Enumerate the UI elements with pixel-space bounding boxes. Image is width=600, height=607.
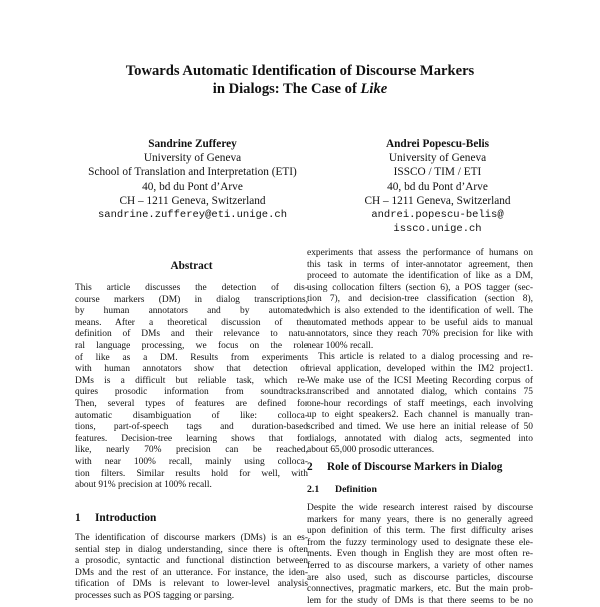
body-line: about 65,000 prosodic utterances. xyxy=(307,445,435,456)
section-1-heading xyxy=(75,512,156,524)
body-line: proceed to automate the identification of like as a DM, xyxy=(307,271,533,282)
body-line: upon definition of this term. The first difficulty arises xyxy=(307,526,533,537)
author-city: CH – 1211 Geneva, Switzerland xyxy=(119,194,266,207)
abstract-line: definition of DMs and their relevance to natu- xyxy=(75,329,308,340)
abstract-line: like, nearly 70% precision can be reached, xyxy=(75,445,308,456)
body-line: near 100% recall. xyxy=(307,340,374,351)
author-name: Andrei Popescu-Belis xyxy=(385,138,490,150)
body-line: are also used, such as discourse particles, discourse xyxy=(307,572,533,583)
body-line: lem for the study of DMs is that there seems to be no xyxy=(307,595,533,606)
author-name: Sandrine Zufferey xyxy=(148,138,237,150)
body-line: up to eight speakers2. Each channel is manually tran- xyxy=(307,410,533,421)
author-block-1 xyxy=(70,137,315,222)
abstract-line: of like as a DM. Results from experiments xyxy=(75,352,308,363)
abstract-line: quires prosodic information from soundtracks. xyxy=(75,387,308,398)
body-line: experiments that assess the performance of humans on xyxy=(307,248,533,258)
abstract-line: tions, part-of-speech tags and duration-based xyxy=(75,422,308,433)
author-street: 40, bd du Pont d’Arve xyxy=(142,180,243,193)
abstract-line: by human annotators and by automated xyxy=(75,306,308,317)
body-line: We make use of the ICSI Meeting Recording corpus of xyxy=(307,375,533,386)
author-affiliation: University of Geneva xyxy=(388,152,487,165)
author-department: ISSCO / TIM / ETI xyxy=(393,166,482,179)
section-number: 1 xyxy=(75,512,81,524)
abstract-line: with human annotators show that detection of xyxy=(75,364,308,375)
author-email-cont: issco.unige.ch xyxy=(393,223,482,236)
author-street: 40, bd du Pont d’Arve xyxy=(387,180,488,193)
body-line: tification of DMs is relevant to lower-level analysis xyxy=(75,579,308,590)
body-line: tion 7), and decision-tree classification (section 8), xyxy=(307,294,533,305)
body-line: sential step in dialog understanding, since there is often xyxy=(75,544,308,555)
intro-continued xyxy=(307,248,533,457)
body-line: transcribed and annotated dialog, which contains 75 xyxy=(307,387,533,398)
subsection-2-1-heading xyxy=(307,484,377,495)
subsection-title: Definition xyxy=(335,484,377,495)
section-title: Introduction xyxy=(95,512,157,524)
body-line: This article is related to a dialog processing and re- xyxy=(318,352,533,363)
author-email: sandrine.zufferey@eti.unige.ch xyxy=(97,209,288,222)
title-line-1: Towards Automatic Identification of Discourse Markers xyxy=(125,63,475,79)
body-line: DMs and the rest of an utterance. For instance, the iden- xyxy=(75,567,308,578)
abstract-line: with near 100% recall, mainly using colloca- xyxy=(75,456,308,467)
body-line: which is also extended to the identification of well. The xyxy=(307,305,533,316)
title-line-2-emph: Like xyxy=(360,81,388,97)
abstract-heading: Abstract xyxy=(170,260,213,272)
section-number: 2 xyxy=(307,461,313,473)
body-line: annotators, since they reach 70% precision for like with xyxy=(307,329,533,340)
author-city: CH – 1211 Geneva, Switzerland xyxy=(364,194,511,207)
body-line: connectives, pragmatic markers, etc. But the main prob- xyxy=(307,584,533,595)
body-line: scribed and timed. We use here an initial release of 50 xyxy=(307,421,533,432)
section-title: Role of Discourse Markers in Dialog xyxy=(327,461,503,473)
paper-title xyxy=(0,62,600,98)
subsection-number: 2.1 xyxy=(307,484,320,495)
title-line-2 xyxy=(0,80,600,98)
author-email: andrei.popescu-belis@ xyxy=(371,209,504,222)
abstract-line: DMs is a difficult but reliable task, which re- xyxy=(75,375,308,386)
body-line: automated methods appear to be useful aids to manual xyxy=(307,317,533,328)
body-line: trieval application, developed within the IM2 project1. xyxy=(307,363,533,374)
abstract-line: Then, several types of features are defined for xyxy=(75,398,308,409)
body-line: this task in terms of inter-annotator agreement, then xyxy=(307,259,533,270)
abstract-line: means. After a theoretical discussion of the xyxy=(75,317,308,328)
title-line-2-prefix: in Dialogs: The Case of xyxy=(212,81,361,97)
author-block-2 xyxy=(310,137,565,236)
author-affiliation: University of Geneva xyxy=(143,152,242,165)
section-1-body xyxy=(75,533,308,603)
body-line: a prosodic, syntactic and functional distinction between xyxy=(75,556,308,567)
abstract-line: tion filters. Similar results hold for well, with xyxy=(75,468,308,479)
body-line: one-hour recordings of staff meetings, each involving xyxy=(307,398,533,409)
abstract-line: about 91% precision at 100% recall. xyxy=(75,480,212,491)
body-line: ferred to as discourse markers, a variety of other names xyxy=(307,560,533,571)
abstract-line: features. Decision-tree learning shows that for xyxy=(75,433,308,444)
body-line: markers for many years, there is no generally agreed xyxy=(307,514,533,525)
section-2-body xyxy=(307,503,533,607)
body-line: using collocation filters (section 6), a POS tagger (sec- xyxy=(307,282,533,293)
abstract-line: ral language processing, we focus on the role xyxy=(75,340,308,351)
abstract-line: This article discusses the detection of dis- xyxy=(75,283,308,293)
body-line: The identification of discourse markers (DMs) is an es- xyxy=(75,533,308,543)
body-line: from the fuzzy terminology used to designate these ele- xyxy=(307,537,533,548)
abstract-line: course markers (DM) in dialog transcriptions, xyxy=(75,294,308,305)
body-line: dialogs, annotated with dialog acts, segmented into xyxy=(307,433,533,444)
author-department: School of Translation and Interpretation (ETI) xyxy=(88,166,297,179)
body-line: ments. Even though in English they are most often re- xyxy=(307,549,533,560)
abstract-body xyxy=(75,283,308,492)
abstract-line: automatic disambiguation of like: colloca- xyxy=(75,410,308,421)
section-2-heading xyxy=(307,461,502,473)
body-line: Despite the wide research interest raised by discourse xyxy=(307,503,533,513)
body-line: processes such as POS tagging or parsing. xyxy=(75,590,235,601)
